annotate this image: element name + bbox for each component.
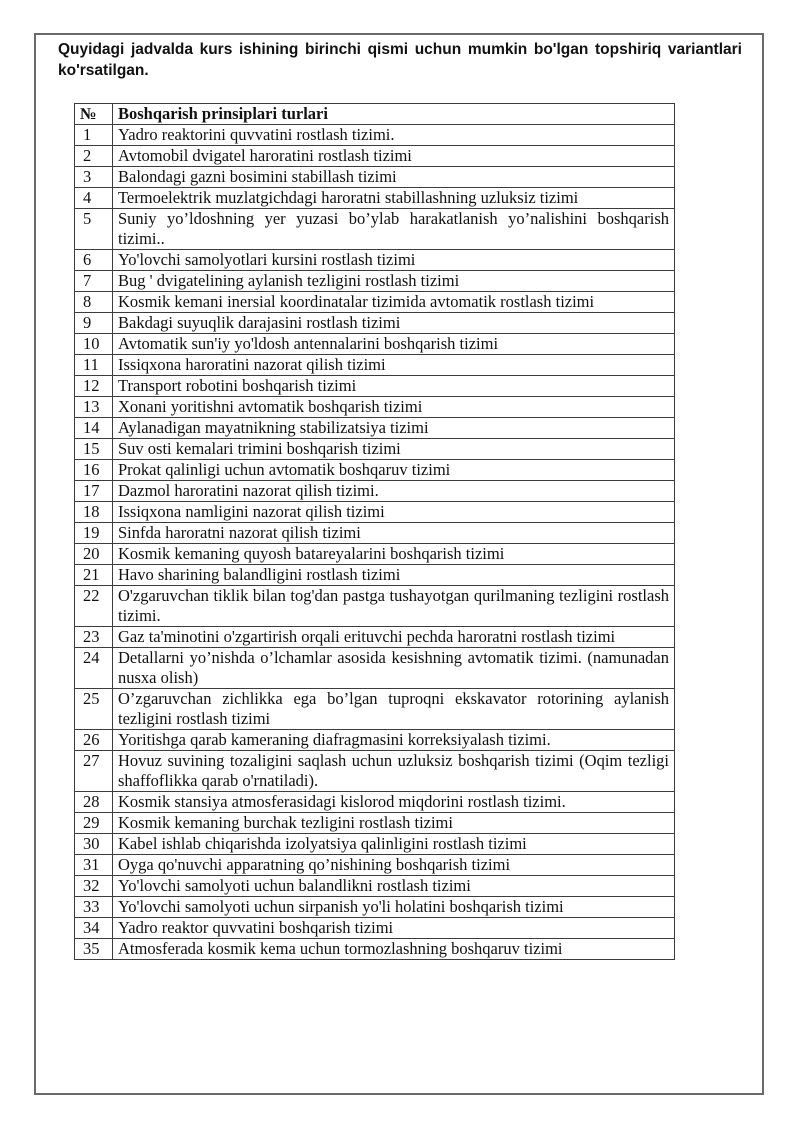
table-row — [75, 250, 675, 271]
row-number: 14 — [75, 418, 113, 439]
row-description: O'zgaruvchan tiklik bilan tog'dan pastga tushayotgan qurilmaning tezligini rostlash tizimi. — [113, 586, 675, 627]
row-description: Avtomobil dvigatel haroratini rostlash tizimi — [113, 146, 675, 167]
table-row — [75, 125, 675, 146]
row-number: 6 — [75, 250, 113, 271]
row-number: 16 — [75, 460, 113, 481]
row-description: Kosmik kemaning burchak tezligini rostlash tizimi — [113, 813, 675, 834]
row-number: 35 — [75, 939, 113, 960]
row-description: Kosmik kemaning quyosh batareyalarini boshqarish tizimi — [113, 544, 675, 565]
row-number: 31 — [75, 855, 113, 876]
row-description: Transport robotini boshqarish tizimi — [113, 376, 675, 397]
table-row — [75, 313, 675, 334]
row-number: 22 — [75, 586, 113, 627]
row-description: Kosmik kemani inersial koordinatalar tizimida avtomatik rostlash tizimi — [113, 292, 675, 313]
header-title: Boshqarish prinsiplari turlari — [113, 104, 675, 125]
table-row — [75, 376, 675, 397]
row-description: Suv osti kemalari trimini boshqarish tizimi — [113, 439, 675, 460]
row-number: 17 — [75, 481, 113, 502]
row-description: Gaz ta'minotini o'zgartirish orqali erituvchi pechda haroratni rostlash tizimi — [113, 627, 675, 648]
table-row — [75, 460, 675, 481]
table-row — [75, 918, 675, 939]
row-number: 21 — [75, 565, 113, 586]
row-description: Bug ' dvigatelining aylanish tezligini rostlash tizimi — [113, 271, 675, 292]
row-number: 1 — [75, 125, 113, 146]
row-description: Kabel ishlab chiqarishda izolyatsiya qalinligini rostlash tizimi — [113, 834, 675, 855]
table-row — [75, 523, 675, 544]
table-row — [75, 586, 675, 627]
row-description: Dazmol haroratini nazorat qilish tizimi. — [113, 481, 675, 502]
variants-table — [74, 103, 675, 960]
table-row — [75, 876, 675, 897]
table-row — [75, 544, 675, 565]
table-row — [75, 209, 675, 250]
table-row — [75, 167, 675, 188]
table-row — [75, 292, 675, 313]
row-description: Xonani yoritishni avtomatik boshqarish tizimi — [113, 397, 675, 418]
row-description: Yadro reaktorini quvvatini rostlash tizimi. — [113, 125, 675, 146]
row-description: Detallarni yo’nishda o’lchamlar asosida kesishning avtomatik tizimi. (namunadan nusxa olish) — [113, 648, 675, 689]
table-row — [75, 146, 675, 167]
row-number: 8 — [75, 292, 113, 313]
row-number: 27 — [75, 751, 113, 792]
table-row — [75, 439, 675, 460]
table-body — [75, 125, 675, 960]
row-description: Yo'lovchi samolyoti uchun sirpanish yo'li holatini boshqarish tizimi — [113, 897, 675, 918]
row-number: 7 — [75, 271, 113, 292]
row-number: 19 — [75, 523, 113, 544]
table-row — [75, 627, 675, 648]
row-number: 15 — [75, 439, 113, 460]
table-row — [75, 271, 675, 292]
row-number: 24 — [75, 648, 113, 689]
row-description: Yadro reaktor quvvatini boshqarish tizimi — [113, 918, 675, 939]
row-description: Yo'lovchi samolyotlari kursini rostlash tizimi — [113, 250, 675, 271]
row-number: 23 — [75, 627, 113, 648]
row-number: 30 — [75, 834, 113, 855]
row-number: 28 — [75, 792, 113, 813]
header-number: № — [75, 104, 113, 125]
table-row — [75, 730, 675, 751]
row-description: Issiqxona haroratini nazorat qilish tizimi — [113, 355, 675, 376]
row-number: 9 — [75, 313, 113, 334]
row-number: 26 — [75, 730, 113, 751]
row-description: Kosmik stansiya atmosferasidagi kislorod miqdorini rostlash tizimi. — [113, 792, 675, 813]
table-row — [75, 334, 675, 355]
row-description: Atmosferada kosmik kema uchun tormozlashning boshqaruv tizimi — [113, 939, 675, 960]
row-description: Termoelektrik muzlatgichdagi haroratni stabillashning uzluksiz tizimi — [113, 188, 675, 209]
table-row — [75, 834, 675, 855]
table-row — [75, 565, 675, 586]
row-description: Prokat qalinligi uchun avtomatik boshqaruv tizimi — [113, 460, 675, 481]
table-row — [75, 897, 675, 918]
row-number: 4 — [75, 188, 113, 209]
row-description: Havo sharining balandligini rostlash tizimi — [113, 565, 675, 586]
row-description: Bakdagi suyuqlik darajasini rostlash tizimi — [113, 313, 675, 334]
table-row — [75, 481, 675, 502]
row-description: Aylanadigan mayatnikning stabilizatsiya tizimi — [113, 418, 675, 439]
table-row — [75, 792, 675, 813]
row-description: Oyga qo'nuvchi apparatning qo’nishining boshqarish tizimi — [113, 855, 675, 876]
row-description: Suniy yo’ldoshning yer yuzasi bo’ylab harakatlanish yo’nalishini boshqarish tizimi.. — [113, 209, 675, 250]
table-row — [75, 689, 675, 730]
table-row — [75, 397, 675, 418]
table-header-row — [75, 104, 675, 125]
intro-text: Quyidagi jadvalda kurs ishining birinchi qismi uchun mumkin bo'lgan topshiriq variantlari ko'rsatilgan. — [58, 41, 742, 79]
row-description: O’zgaruvchan zichlikka ega bo’lgan tuproqni ekskavator rotorining aylanish tezligini rostlash tizimi — [113, 689, 675, 730]
row-number: 25 — [75, 689, 113, 730]
row-number: 12 — [75, 376, 113, 397]
row-number: 32 — [75, 876, 113, 897]
row-description: Balondagi gazni bosimini stabillash tizimi — [113, 167, 675, 188]
row-description: Yo'lovchi samolyoti uchun balandlikni rostlash tizimi — [113, 876, 675, 897]
row-number: 2 — [75, 146, 113, 167]
row-number: 3 — [75, 167, 113, 188]
table-row — [75, 648, 675, 689]
row-number: 11 — [75, 355, 113, 376]
row-number: 29 — [75, 813, 113, 834]
row-number: 10 — [75, 334, 113, 355]
table-row — [75, 418, 675, 439]
row-number: 20 — [75, 544, 113, 565]
row-description: Hovuz suvining tozaligini saqlash uchun uzluksiz boshqarish tizimi (Oqim tezligi shaffoflikka qarab o'rnatiladi). — [113, 751, 675, 792]
row-description: Sinfda haroratni nazorat qilish tizimi — [113, 523, 675, 544]
row-number: 18 — [75, 502, 113, 523]
row-number: 33 — [75, 897, 113, 918]
table-row — [75, 188, 675, 209]
row-description: Avtomatik sun'iy yo'ldosh antennalarini boshqarish tizimi — [113, 334, 675, 355]
row-number: 34 — [75, 918, 113, 939]
table-row — [75, 939, 675, 960]
table-row — [75, 813, 675, 834]
table-row — [75, 855, 675, 876]
table-row — [75, 502, 675, 523]
row-number: 13 — [75, 397, 113, 418]
row-description: Yoritishga qarab kameraning diafragmasini korreksiyalash tizimi. — [113, 730, 675, 751]
table-row — [75, 355, 675, 376]
row-number: 5 — [75, 209, 113, 250]
table-row — [75, 751, 675, 792]
row-description: Issiqxona namligini nazorat qilish tizimi — [113, 502, 675, 523]
